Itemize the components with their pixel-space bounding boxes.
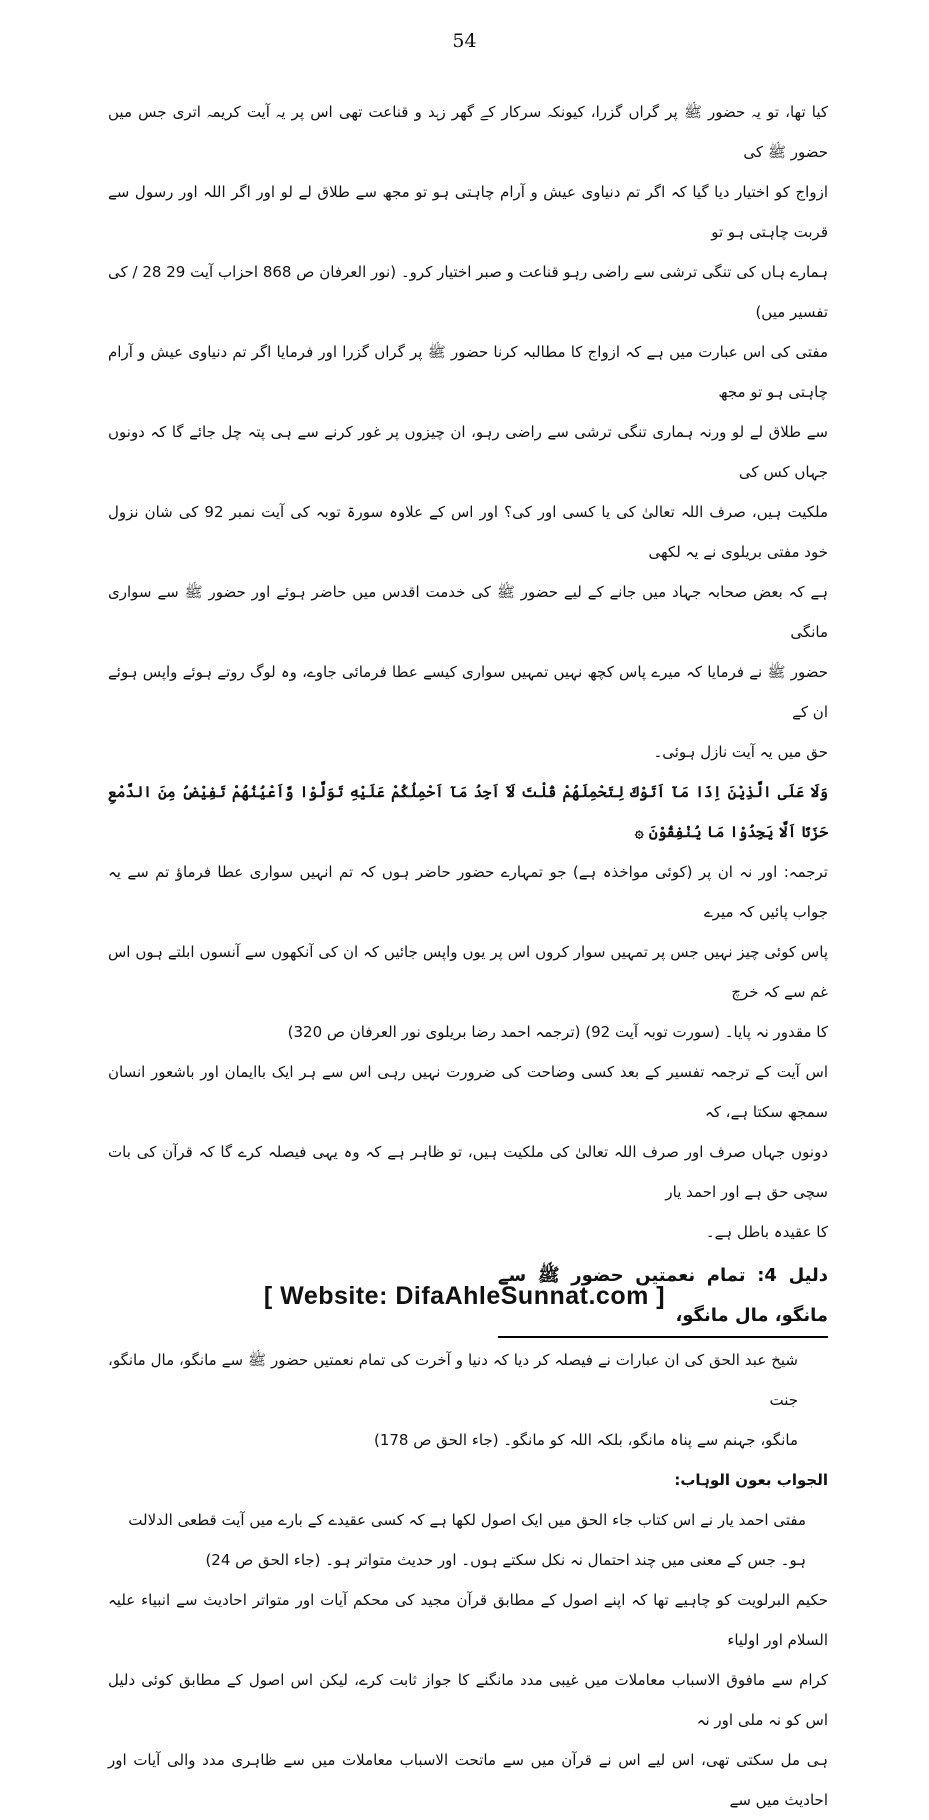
- quoted-claim: [108, 1340, 828, 1460]
- paragraph-2: [108, 332, 828, 772]
- quran-verse: وَلَا عَلَى الَّذِيْنَ اِذَا مَآ اَتَوْكَ لِتَحْمِلَهُمْ قُلْتَ لَآ اَجِدُ مَآ اَحْمِلُكُمْ عَلَيْهِ تَوَلَّوْا وَّاَعْيُنُهُمْ تَفِيْضُ مِنَ الدَّمْعِ حَزَنًا اَلَّا يَجِدُوْا مَا يُنْفِقُوْنَ ۞: [108, 783, 828, 841]
- page-body: [108, 92, 828, 1820]
- paragraph-final: [108, 1580, 828, 1820]
- text-line: مفتی کی اس عبارت میں ہے کہ ازواج کا مطالبہ کرنا حضور ﷺ پر گراں گزرا اور فرمایا اگر تم دنیاوی عیش و آرام چاہتی ہو تو مجھ: [108, 343, 828, 401]
- text-line: کرام سے مافوق الاسباب معاملات میں غیبی مدد مانگنے کا جواز ثابت کرے، لیکن اس اصول کے مطابق کوئی دلیل اس کو نہ ملی اور نہ: [108, 1671, 828, 1729]
- text-line: کا عقیدہ باطل ہے۔: [705, 1223, 828, 1241]
- answer-heading: الجواب بعون الوہاب:: [674, 1471, 828, 1489]
- text-line: ازواج کو اختیار دیا گیا کہ اگر تم دنیاوی عیش و آرام چاہتی ہو تو مجھ سے طلاق لے لو اور اگر اللہ اور رسول سے قربت چاہتی ہو تو: [108, 183, 828, 241]
- page-number: 54: [452, 30, 477, 52]
- text-line: مانگو، جہنم سے پناہ مانگو، بلکہ اللہ کو مانگو۔ (جاء الحق ص 178): [373, 1431, 798, 1449]
- text-line: ہو۔ جس کے معنی میں چند احتمال نہ نکل سکتے ہوں۔ اور حدیث متواتر ہو۔ (جاء الحق ص 24): [205, 1551, 806, 1569]
- section-heading: دلیل 4: تمام نعمتیں حضور ﷺ سے مانگو، مال مانگو،: [498, 1256, 828, 1338]
- paragraph-1: [108, 92, 828, 332]
- text-line: ہی مل سکتی تھی، اس لیے اس نے قرآن میں سے ماتحت الاسباب معاملات میں سے ظاہری مدد والی آیات اور احادیث میں سے: [108, 1751, 828, 1809]
- paragraph-conclusion: [108, 1052, 828, 1252]
- text-line: دونوں جہاں صرف اور صرف اللہ تعالیٰ کی ملکیت ہیں، تو ظاہر ہے کہ وہ یہی فیصلہ کرے گا کہ قرآن کی بات سچی حق ہے اور احمد یار: [108, 1143, 828, 1201]
- text-line: حضور ﷺ نے فرمایا کہ میرے پاس کچھ نہیں تمہیں سواری کیسے عطا فرمائی جاوے، وہ لوگ روتے ہوئے واپس ہوئے ان کے: [108, 663, 828, 721]
- text-line: اس آیت کے ترجمہ تفسیر کے بعد کسی وضاحت کی ضرورت نہیں رہی اس سے ہر ایک باایمان اور باشعور انسان سمجھ سکتا ہے، کہ: [108, 1063, 828, 1121]
- text-line: ہے کہ بعض صحابہ جہاد میں جانے کے لیے حضور ﷺ کی خدمت اقدس میں حاضر ہوئے اور حضور ﷺ سے سواری مانگی: [108, 583, 828, 641]
- translation-paragraph: [108, 852, 828, 1052]
- paragraph-answer: [108, 1500, 828, 1580]
- text-line: کیا تھا، تو یہ حضور ﷺ پر گراں گزرا، کیونکہ سرکار کے گھر زہد و قناعت تھی اس پر یہ آیت کریمہ اتری جس میں حضور ﷺ کی: [108, 103, 828, 161]
- text-line: ترجمہ: اور نہ ان پر (کوئی مواخذہ ہے) جو تمہارے حضور حاضر ہوں کہ تم انہیں سواری عطا فرماؤ تم سے یہ جواب پائیں کہ میرے: [108, 863, 828, 921]
- text-line: مفتی احمد یار نے اس کتاب جاء الحق میں ایک اصول لکھا ہے کہ کسی عقیدے کے بارے میں آیت قطعی الدلالت: [128, 1511, 806, 1529]
- text-line: پاس کوئی چیز نہیں جس پر تمہیں سوار کروں اس پر یوں واپس جائیں کہ ان کی آنکھوں سے آنسوں ابلتے ہوں اس غم سے کہ خرچ: [108, 943, 828, 1001]
- website-footer: [ Website: DifaAhleSunnat.com ]: [263, 1282, 666, 1310]
- text-line: حکیم البرلویت کو چاہیے تھا کہ اپنے اصول کے مطابق قرآن مجید کی محکم آیات اور متواتر احادیث سے انبیاء علیہ السلام اور اولیاء: [108, 1591, 828, 1649]
- text-line: کا مقدور نہ پایا۔ (سورت توبہ آیت 92) (ترجمہ احمد رضا بریلوی نور العرفان ص 320): [287, 1023, 828, 1041]
- text-line: ملکیت ہیں، صرف اللہ تعالیٰ کی یا کسی اور کی؟ اور اس کے علاوہ سورۃ توبہ کی آیت نمبر 92 کی شان نزول خود مفتی بریلوی نے یہ لکھی: [108, 503, 829, 561]
- text-line: شیخ عبد الحق کی ان عبارات نے فیصلہ کر دیا کہ دنیا و آخرت کی تمام نعمتیں حضور ﷺ سے مانگو، مال مانگو، جنت: [108, 1351, 798, 1409]
- text-line: حق میں یہ آیت نازل ہوئی۔: [653, 743, 828, 761]
- text-line: ہمارے ہاں کی تنگی ترشی سے راضی رہو قناعت و صبر اختیار کرو۔ (نور العرفان ص 868 احزاب آیت 29 28 / کی تفسیر میں): [108, 263, 828, 321]
- text-line: سے طلاق لے لو ورنہ ہماری تنگی ترشی سے راضی رہو، ان چیزوں پر غور کرنے سے ہی پتہ چل جائے گا کہ دونوں جہاں کس کی: [108, 423, 828, 481]
